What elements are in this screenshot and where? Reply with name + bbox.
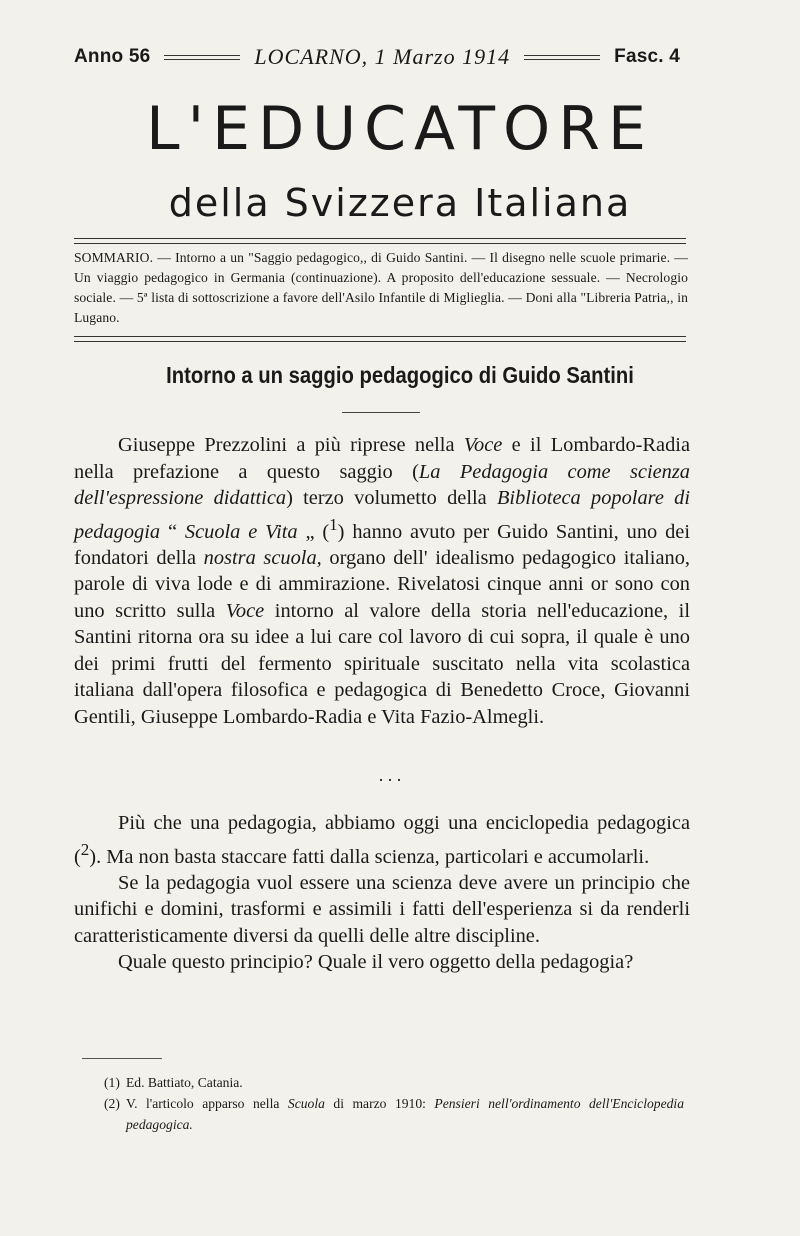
issue-date: LOCARNO, 1 Marzo 1914 xyxy=(254,44,511,69)
divider-top xyxy=(74,238,686,244)
masthead-title: L'EDUCATORE xyxy=(146,94,654,164)
sommario-text: — Intorno a un "Saggio pedagogico,, di Guido Santini. — Il disegno nelle scuole primarie. — Un viaggio pedagogico in Germania (continuazione). A proposito dell'educazione sessuale. — Necrologio sociale. — 5ª lista di sottoscrizione a favore dell'Asilo Infantile di Miglieglia. — Doni alla "Libreria Patria,, in Lugano. xyxy=(74,250,688,325)
table-of-contents xyxy=(74,248,688,328)
title-rule xyxy=(342,412,420,413)
issue-number: Fasc. 4 xyxy=(614,46,680,67)
header-center xyxy=(164,44,600,70)
article-title: Intorno a un saggio pedagogico di Guido Santini xyxy=(166,362,634,388)
paragraph-3: Se la pedagogia vuol essere una scienza deve avere un principio che unifichi e domini, trasformi e assimili i fatti dell'esperienza si da renderli caratteristicamente diversi da quelli delle altre discipline. xyxy=(74,871,690,947)
paragraph-2: Più che una pedagogia, abbiamo oggi una enciclopedia pedagogica ($^2$). Ma non basta staccare fatti dalla scienza, particolari e accumolarli. xyxy=(74,812,690,868)
article-body-1 xyxy=(74,432,690,730)
footnote-1: (1) Ed. Battiato, Catania. xyxy=(104,1075,243,1090)
footnote-2: (2) V. l'articolo apparso nella Scuola di marzo 1910: Pensieri nell'ordinamento dell'Enciclopedia pedagogica. xyxy=(104,1096,684,1132)
footnote-ref-2: 2 xyxy=(80,839,90,859)
header-rule-left xyxy=(164,55,240,60)
article-body-2 xyxy=(74,810,690,976)
issue-header xyxy=(74,42,680,72)
issue-year: Anno 56 xyxy=(74,46,151,67)
sommario-label: SOMMARIO. xyxy=(74,250,154,265)
paragraph-4: Quale questo principio? Quale il vero oggetto della pedagogia? xyxy=(118,951,634,974)
footnote-ref-1: 1 xyxy=(329,514,338,534)
masthead-subtitle: della Svizzera Italiana xyxy=(168,181,632,225)
section-separator: . . . xyxy=(378,765,402,785)
paragraph-1: Giuseppe Prezzolini a più riprese nella Voce e il Lombardo-Radia nella prefazione a questo saggio (La Pedagogia come scienza dell'espressione didattica) terzo volumetto della Biblioteca popolare di pedagogia “ Scuola e Vita „ ($^1$) hanno avuto per Guido Santini, uno dei fondatori della nostra scuola, organo dell' idealismo pedagogico italiano, parole di viva lode e di ammirazione. Rivelatosi cinque anni or sono con uno scritto sulla Voce intorno al valore della storia nell'educazione, il Santini ritorna ora su idee a lui care col lavoro di cui sopra, il quale è uno dei primi frutti del fermento spirituale suscitato nella vita scolastica italiana dall'opera filosofica e pedagogica di Benedetto Croce, Giovanni Gentili, Giuseppe Lombardo-Radia e Vita Fazio-Almegli. xyxy=(74,434,690,728)
divider-bottom xyxy=(74,336,686,342)
footnote-rule xyxy=(82,1058,162,1059)
header-rule-right xyxy=(524,55,600,60)
footnotes xyxy=(104,1072,684,1135)
